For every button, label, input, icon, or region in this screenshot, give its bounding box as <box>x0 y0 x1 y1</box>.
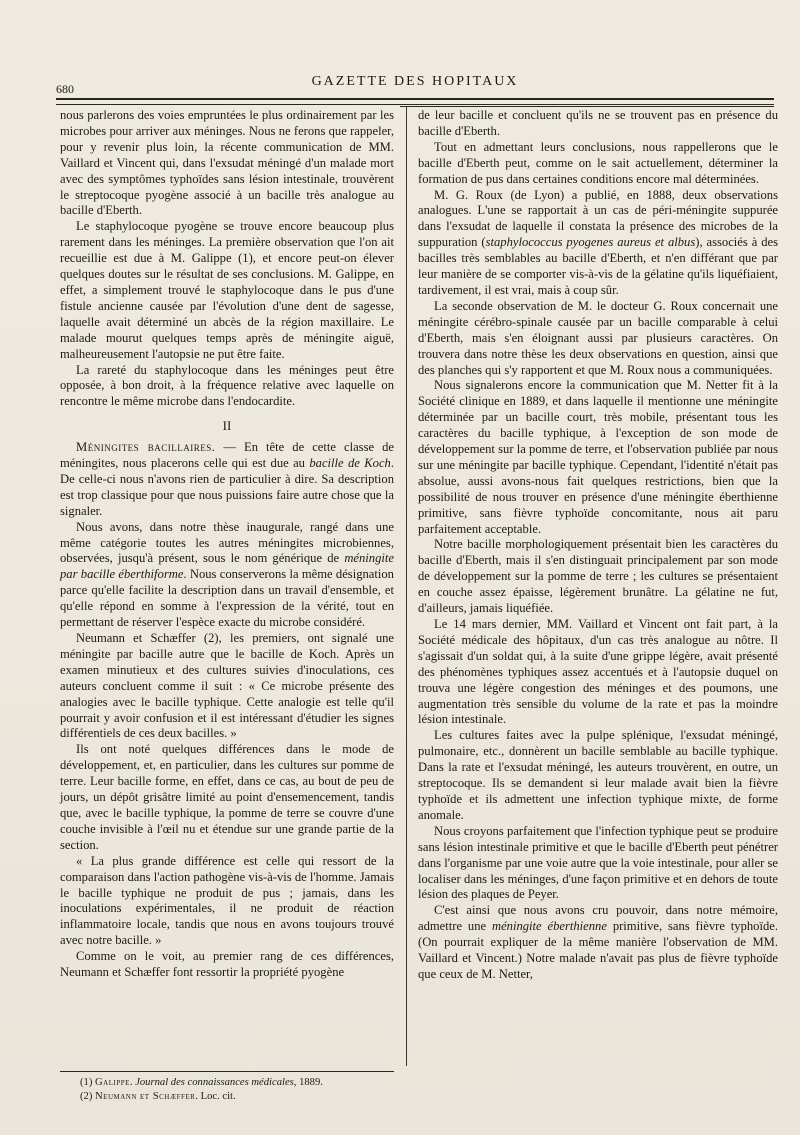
italic-run: méningite éberthienne <box>491 919 607 934</box>
italic-run: staphylococcus pyogenes aureus et albus <box>485 235 696 250</box>
section-number: II <box>222 418 232 434</box>
paragraph <box>60 440 394 520</box>
column-divider <box>406 106 407 1066</box>
footnote-author: Galippe <box>95 1077 130 1088</box>
footnote-1 <box>80 1076 394 1090</box>
paragraph: « La plus grande différence est celle qui ressort de la comparaison dans l'action pathogène vis-à-vis de l'homme. Jamais le bacille typhique ne produit de pus ; jamais, dans les inoculations expérimentales, il ne produit de réaction inflammatoire locale, tandis que nous en avons toujours trouvé avec notre bacille. » <box>60 853 394 948</box>
footnote-number: (1) <box>80 1077 96 1088</box>
right-column-top-rule <box>400 106 774 107</box>
italic-run: bacille de Koch <box>309 456 391 471</box>
text-run: . De celle-ci nous n'avons rien de particulier à dire. Sa description est trop classique pour que nous puissions faire autre chose que la signaler. <box>60 456 394 518</box>
text-run: Nous avons, dans notre thèse inaugurale, rangé dans une même catégorie toutes les autres méningites microbiennes, observées, jusqu'à présent, sous le nom générique de <box>60 519 394 566</box>
paragraph: Le staphylocoque pyogène se trouve encore beaucoup plus rarement dans les méninges. La première observation que l'on ait recueillie est due à M. Galippe (1), et encore peut-on élever quelques doutes sur le résultat de ses conclusions. M. Galippe, en effet, a simplement trouvé le staphylocoque dans le pus d'une fistule ancienne causée par l'évolution d'une dent de sagesse, laquelle avait déterminé un abcès de la région maxillaire. Le malade mourut quelques temps après de méningite aiguë, malheureusement l'autopsie ne put être faite. <box>60 219 394 361</box>
paragraph: Nous croyons parfaitement que l'infection typhique peut se produire sans lésion intestinale primitive et que le bacille d'Eberth peut pénétrer dans l'organisme par une voie autre que la voie intestinale, pour aller se localiser dans les méninges, d'une façon primitive et en dehors de toute lésion des plaques de Peyer. <box>418 823 778 902</box>
paragraph: Comme on le voit, au premier rang de ces différences, Neumann et Schæffer font ressortir la propriété pyogène <box>60 949 394 980</box>
text-run: . <box>129 1077 136 1088</box>
footnotes <box>80 1076 394 1104</box>
run-in-heading: Méningites bacillaires. <box>76 440 216 455</box>
footnote-title: Journal des connaissances médicales <box>135 1077 294 1088</box>
paragraph: La rareté du staphylocoque dans les méninges peut être opposée, à bon droit, à la fréquence relative avec laquelle on rencontre le même microbe dans l'endocardite. <box>60 362 394 409</box>
paragraph: La seconde observation de M. le docteur G. Roux concernait une méningite cérébro-spinale causée par un bacille comparable à celui d'Eberth, mais s'en éloignant aussi par plusieurs caractères. On trouvera dans notre thèse les deux observations en question, ainsi que des planches qui s'y rapportent et que M. Roux nous a communiquées. <box>418 298 778 377</box>
text-run: primitive, sans fièvre typhoïde. (On pourrait expliquer de la même manière l'observation de MM. Vaillard et Vincent.) Notre malade n'avait pas plus de fièvre typhoïde que ceux de M. Netter, <box>418 919 778 981</box>
paragraph <box>60 520 394 631</box>
page-number: 680 <box>56 82 74 96</box>
text-run: M. G. Roux (de Lyon) a publié, en 1888, deux observations analogues. L'une se rapportait à un cas de péri-méningite suppurée dans l'exsudat de laquelle il constata la présence des microbes de la suppuration ( <box>418 187 778 250</box>
right-column <box>418 108 778 983</box>
paragraph <box>418 903 778 983</box>
footnote-number: (2) <box>80 1091 96 1102</box>
paragraph: Notre bacille morphologiquement présentait bien les caractères du bacille d'Eberth, mais il s'en distinguait principalement par son mode de développement sur la pomme de terre ; les cultures se présentaient en couche assez épaisse, légèrement brunâtre. La gélatine ne fut, d'ailleurs, jamais liquéfiée. <box>418 537 778 616</box>
paragraph: Neumann et Schæffer (2), les premiers, ont signalé une méningite par bacille autre que le bacille de Koch. Après un examen minutieux et des cultures suivies d'inoculations, ces auteurs concluent comme il suit : « Ce microbe présente des analogies avec le bacille typhique. Cette analogie est telle qu'il pourrait y avoir confusion et il est intéressant d'étudier les signes différentiels de ces deux bacilles. » <box>60 631 394 741</box>
paragraph <box>418 188 778 299</box>
left-column <box>60 108 394 981</box>
paragraph: Ils ont noté quelques différences dans le mode de développement, et, en particulier, dans les cultures sur pomme de terre. Leur bacille forme, en effet, dans ce cas, au bout de peu de jours, un dépôt grisâtre limité au point d'ensemencement, tandis que, avec le bacille typhique, la pomme de terre se couvre d'une couche invisible à l'œil nu et étendue sur une grande partie de la section. <box>60 742 394 852</box>
text-run: ), associés à des bacilles très semblables au bacille d'Eberth, et n'en différant que par leur manière de se comporter vis-à-vis de la gélatine qu'ils liquéfiaient, tardivement, il est vrai, mais à coup sûr. <box>418 235 778 297</box>
paragraph: Nous signalerons encore la communication que M. Netter fit à la Société clinique en 1889, et dans laquelle il mentionne une méningite déterminée par un bacille court, très mobile, présentant tous les caractères du bacille typhique, à l'exception de son mode de développement sur la pomme de terre, et l'observation publiée par nous sur une méningite par bacille typhique. Cependant, l'identité n'était pas absolue, aussi avons-nous fait quelques restrictions, bien que la possibilité de nous trouver en présence d'une méningite éberthienne primitive, sans fièvre typhoïde concomitante, nous ait paru parfaitement acceptable. <box>418 378 778 536</box>
header-double-rule <box>56 98 774 105</box>
italic-run: méningite par bacille éberthiforme <box>60 551 394 582</box>
text-run: . Nous conserverons la même désignation parce qu'elle facilite la description dans un travail d'ensemble, et qu'elle répond en somme à l'expression de la vérité, tout en permettant de réserver l'espèce exacte du microbe considéré. <box>60 567 394 630</box>
paragraph: nous parlerons des voies empruntées le plus ordinairement par les microbes pour arriver aux méninges. Nous ne ferons que rappeler, pour y revenir plus loin, la récente communication de MM. Vaillard et Vincent qui, dans l'exsudat méningé d'un malade mort avec des symptômes typhoïdes sans lésion intestinale, trouvèrent le streptocoque pyogène associé à un bacille très analogue au bacille d'Eberth. <box>60 108 394 218</box>
paragraph: Tout en admettant leurs conclusions, nous rappellerons que le bacille d'Eberth peut, comme on le sait actuellement, déterminer la formation de pus dans certaines conditions encore mal déterminées. <box>418 139 778 186</box>
footnote-rule <box>60 1071 394 1072</box>
text-run: — En tête de cette classe de méningites, nous placerons celle qui est due au <box>60 440 394 471</box>
paragraph: Les cultures faites avec la pulpe splénique, l'exsudat méningé, pulmonaire, etc., donnèrent un bacille semblable au bacille typhique. Dans la rate et l'exsudat méningé, les auteurs trouvèrent, en outre, un streptocoque. Ils se demandent si leur malade avait bien la fièvre typhoïde et ils admettent une infection typhique mixte, de forme anomale. <box>418 728 778 822</box>
footnote-2 <box>80 1090 394 1104</box>
paragraph: Le 14 mars dernier, MM. Vaillard et Vincent ont fait part, à la Société médicale des hôpitaux, d'un cas très analogue au nôtre. Il s'agissait d'un soldat qui, à la suite d'une grippe légère, avait présenté des phénomènes typhiques assez accentués et à l'autopsie duquel on trouva une légère congestion des méninges et des poumons, une augmentation très sensible du volume de la rate et pas la moindre lésion intestinale. <box>418 617 778 727</box>
text-run: C'est ainsi que nous avons cru pouvoir, dans notre mémoire, admettre une <box>418 903 778 934</box>
text-run: , 1889. <box>293 1077 323 1088</box>
paragraph: de leur bacille et concluent qu'ils ne se trouvent pas en présence du bacille d'Eberth. <box>418 108 778 138</box>
footnote-author: Neumann et Schæffer <box>95 1091 196 1102</box>
text-run: . Loc. cit. <box>195 1091 236 1102</box>
journal-title: GAZETTE DES HOPITAUX <box>311 74 519 89</box>
